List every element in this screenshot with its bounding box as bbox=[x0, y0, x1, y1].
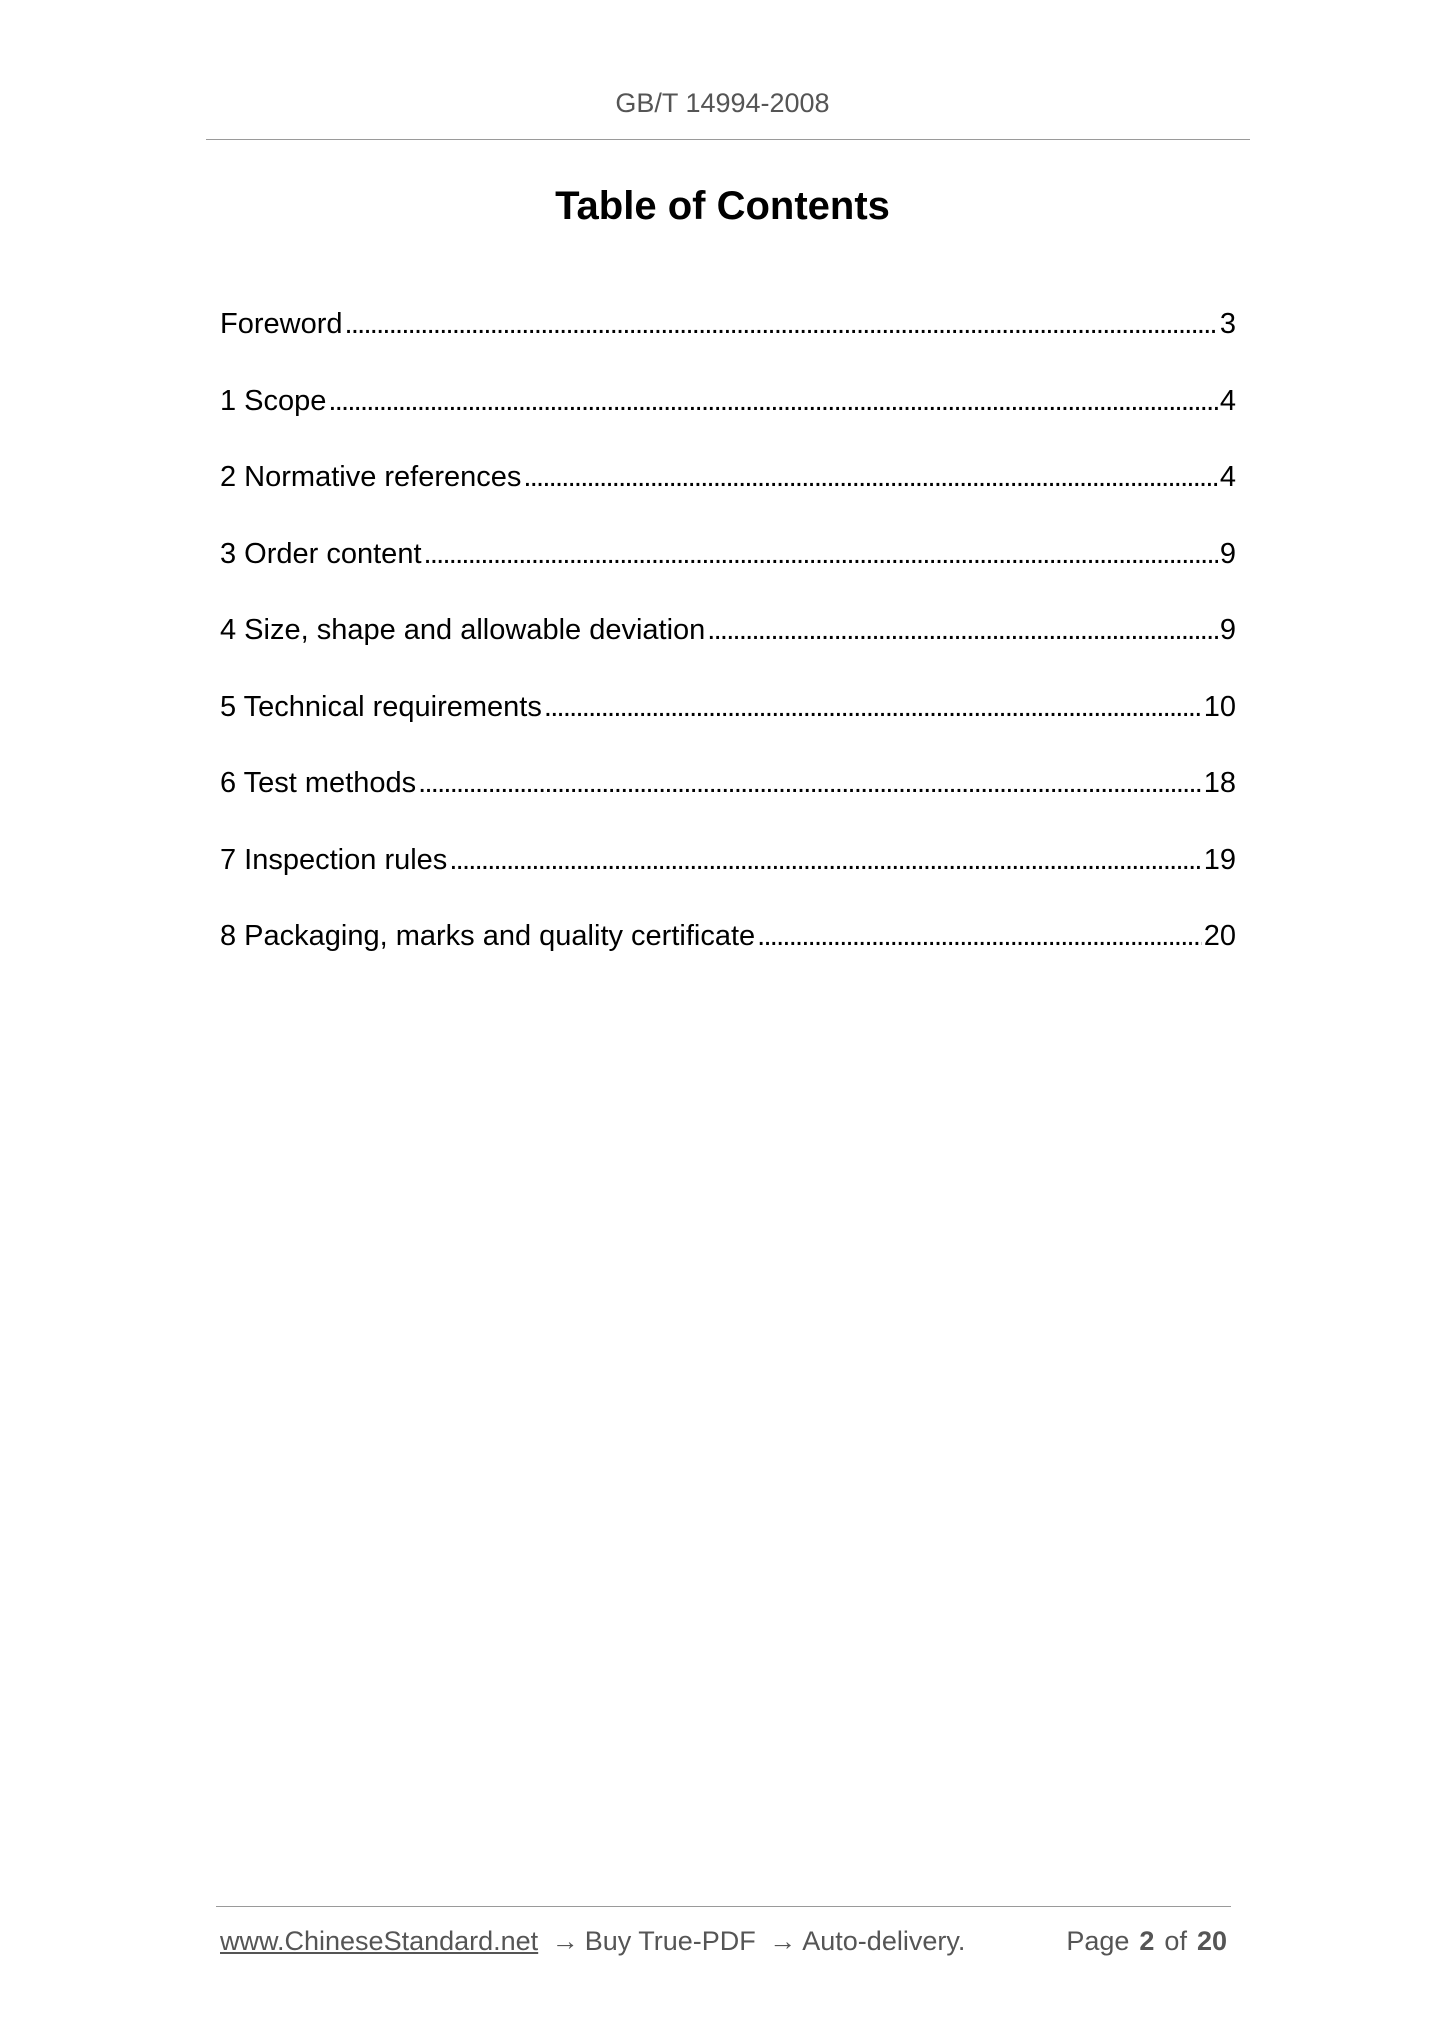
toc-entry-label: 6 Test methods bbox=[220, 767, 417, 799]
toc-entry-page: 4 bbox=[1219, 384, 1236, 417]
of-label: of bbox=[1164, 1926, 1187, 1956]
toc-entry-label: 5 Technical requirements bbox=[220, 690, 542, 723]
toc-entry-order-content[interactable] bbox=[220, 530, 1236, 607]
page-number bbox=[1066, 1926, 1227, 1957]
toc-entry-label: 8 Packaging, marks and quality certificate bbox=[220, 920, 756, 952]
toc-entry-test-methods[interactable] bbox=[220, 759, 1236, 836]
running-header: GB/T 14994-2008 bbox=[615, 88, 830, 118]
toc-dot-leader bbox=[424, 530, 1218, 578]
total-page-count: 20 bbox=[1196, 1926, 1227, 1956]
toc-entry-label: 4 Size, shape and allowable deviation bbox=[220, 614, 706, 646]
footer-promo bbox=[220, 1926, 965, 1957]
toc-entry-page: 9 bbox=[1219, 537, 1236, 570]
toc-entry-label: 1 Scope bbox=[220, 384, 327, 417]
current-page-number: 2 bbox=[1139, 1926, 1155, 1956]
buy-true-pdf-text: Buy True-PDF bbox=[584, 1926, 756, 1956]
toc-dot-leader bbox=[345, 300, 1218, 348]
toc-dot-leader bbox=[328, 377, 1217, 425]
page-label: Page bbox=[1066, 1926, 1130, 1956]
toc-dot-leader bbox=[418, 759, 1202, 807]
toc-entry-label: 3 Order content bbox=[220, 537, 422, 570]
toc-entry-page: 10 bbox=[1203, 690, 1236, 723]
header-divider bbox=[206, 139, 1250, 140]
toc-list bbox=[220, 300, 1236, 989]
toc-entry-page: 4 bbox=[1219, 461, 1236, 493]
toc-entry-packaging-marks-certificate[interactable] bbox=[220, 912, 1236, 989]
toc-entry-technical-requirements[interactable] bbox=[220, 683, 1236, 760]
toc-dot-leader bbox=[523, 453, 1217, 501]
arrow-right-icon: → bbox=[551, 1926, 579, 1956]
toc-dot-leader bbox=[757, 912, 1202, 960]
toc-dot-leader bbox=[544, 683, 1202, 731]
toc-entry-inspection-rules[interactable] bbox=[220, 836, 1236, 913]
toc-entry-label: 7 Inspection rules bbox=[220, 843, 448, 876]
toc-title: Table of Contents bbox=[555, 184, 890, 228]
toc-entry-page: 20 bbox=[1203, 920, 1236, 952]
toc-entry-size-shape-deviation[interactable] bbox=[220, 606, 1236, 683]
auto-delivery-text: Auto-delivery. bbox=[802, 1926, 966, 1956]
toc-dot-leader bbox=[707, 606, 1218, 654]
toc-entry-label: 2 Normative references bbox=[220, 461, 522, 493]
toc-entry-normative-references[interactable] bbox=[220, 453, 1236, 530]
website-link[interactable]: www.ChineseStandard.net bbox=[220, 1926, 539, 1956]
toc-entry-page: 19 bbox=[1203, 843, 1236, 876]
toc-entry-foreword[interactable] bbox=[220, 300, 1236, 377]
footer-divider bbox=[216, 1906, 1231, 1907]
toc-entry-label: Foreword bbox=[220, 308, 343, 340]
toc-entry-page: 18 bbox=[1203, 767, 1236, 799]
toc-entry-page: 3 bbox=[1219, 308, 1236, 340]
toc-dot-leader bbox=[449, 836, 1201, 884]
toc-entry-page: 9 bbox=[1219, 614, 1236, 646]
toc-entry-scope[interactable] bbox=[220, 377, 1236, 454]
arrow-right-icon: → bbox=[769, 1926, 797, 1956]
